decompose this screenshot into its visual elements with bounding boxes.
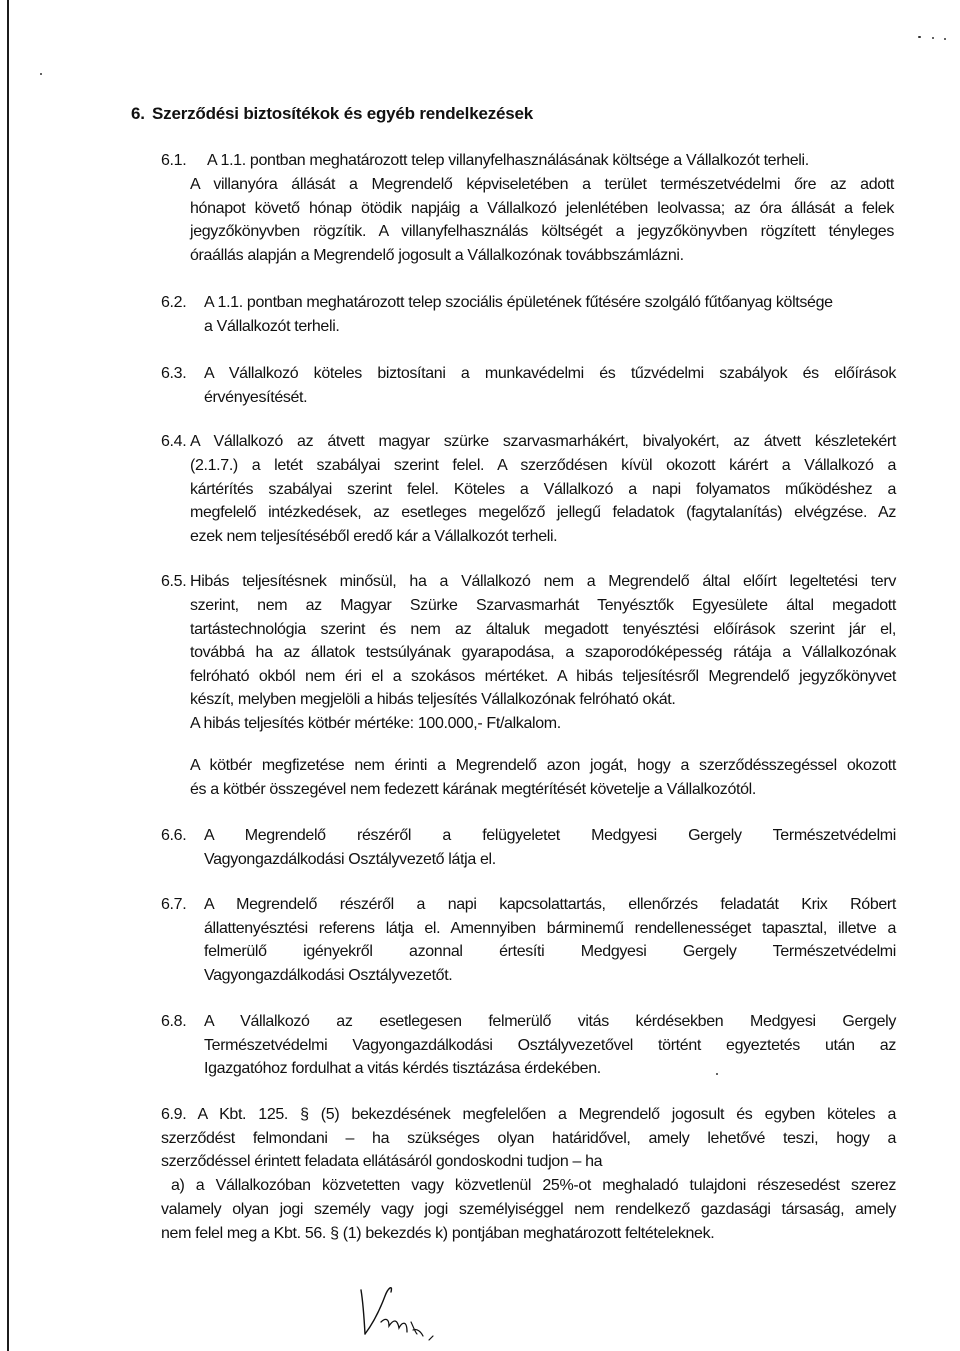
item-6-8-text: A Vállalkozó az esetlegesen felmerülő vitás kérdésekben Medgyesi Gergely Természetvédelmi Vagyongazdálkodási Osztályvezetővel történt egyeztetés után az Igazgatóhoz fordulhat a vitás kérdés tisztázása érdekében. bbox=[204, 1013, 896, 1077]
item-number-6-7: 6.7. bbox=[161, 896, 187, 913]
scan-speck bbox=[918, 36, 921, 38]
page-left-edge-line bbox=[7, 0, 9, 1351]
item-number-6-1: 6.1. bbox=[161, 152, 187, 169]
item-6-4-text: (2.1.7.) a letét szabályai szerint felel. A szerződésen kívül okozott kárért a Vállalkozó a kártérítés szabályai szerint felel. Köteles a Vállalkozó a napi folyamatos működéshez a megfelelő intézkedések, az esetleges megelőző jellegű feladatok (fagytalanítás) elvégzése. Az ezek nem teljesítéséből eredő kár a Vállalkozót terheli. bbox=[190, 457, 896, 545]
item-6-3-text: A Vállalkozó köteles biztosítani a munkavédelmi és tűzvédelmi szabályok és előírások érvényesítését. bbox=[204, 365, 896, 406]
section-heading bbox=[131, 104, 533, 124]
item-number-6-5: 6.5. bbox=[161, 573, 187, 590]
scan-speck bbox=[932, 37, 934, 39]
item-6-9-text: 6.9. A Kbt. 125. § (5) bekezdésének megfelelően a Megrendelő jogosult és egyben köteles a szerződést felmondani – ha szükséges olyan határidővel, amely lehetővé teszi, hogy a szerződéssel érintett feladata ellátásáról gondoskodni tudjon – ha bbox=[161, 1106, 896, 1170]
item-6-5-penalty-paragraph: A kötbér megfizetése nem érinti a Megrendelő azon jogát, hogy a szerződésszegéssel okozott és a kötbér összegével nem fedezett kárának megtérítését követelje a Vállalkozótól. bbox=[190, 757, 896, 798]
item-number-6-8: 6.8. bbox=[161, 1013, 187, 1030]
scan-speck bbox=[40, 73, 42, 75]
item-number-6-3: 6.3. bbox=[161, 365, 187, 382]
item-number-6-6: 6.6. bbox=[161, 827, 187, 844]
item-6-5-first-line: Hibás teljesítésnek minősül, ha a Vállalkozó nem a Megrendelő által előírt legeltetési terv bbox=[190, 573, 896, 590]
item-6-5-text: szerint, nem az Magyar Szürke Szarvasmarhát Tenyésztők Egyesülete által megadott tartástechnológia szerint és nem az általuk megadott tenyésztési előírások szerint jár el, továbbá ha az állatok testsúlyának gyarapodása, a szaporodóképesség rátája a Vállalkozónak felróható okból nem éri el a szokásos mértéket. A hibás teljesítésről Megrendelő jegyzőkönyvet készít, melyben megjelöli a hibás teljesítés Vállalkozónak felróható okát. A hibás teljesítés kötbér mértéke: 100.000,- Ft/alkalom. bbox=[190, 597, 896, 732]
item-6-7-text: A Megrendelő részéről a napi kapcsolattartás, ellenőrzés feladatát Krix Róbert állattenyésztési referens látja el. Amennyiben bárminemű rendellenességet tapasztal, illetve a felmerülő igényekről azonnal értesíti Medgyesi Gergely Természetvédelmi Vagyongazdálkodási Osztályvezetőt. bbox=[204, 896, 896, 984]
item-6-4-first-line: A Vállalkozó az átvett magyar szürke szarvasmarhákért, bivalyokért, az átvett készletekért bbox=[190, 433, 896, 450]
item-6-6-text: A Megrendelő részéről a felügyeletet Medgyesi Gergely Természetvédelmi Vagyongazdálkodási Osztályvezető látja el. bbox=[204, 827, 896, 868]
item-number-6-2: 6.2. bbox=[161, 294, 187, 311]
item-6-9-point-a: a) a Vállalkozóban közvetetten vagy közvetlenül 25%-ot meghaladó tulajdoni részesedést szerez bbox=[171, 1177, 896, 1194]
item-6-9-continuation: valamely olyan jogi személy vagy jogi személyiséggel nem rendelkező gazdasági társaság, amely nem felel meg a Kbt. 56. § (1) bekezdés k) pontjában meghatározott feltételeknek. bbox=[161, 1201, 896, 1242]
item-number-6-4: 6.4. bbox=[161, 433, 187, 450]
scan-speck bbox=[716, 1073, 718, 1075]
item-6-1-text: A villanyóra állását a Megrendelő képviseletében a terület természetvédelmi őre az adott hónapot követő hónap ötödik napjáig a Vállalkozó jelenlétében leolvassa; az óra állását a felek jegyzőkönyvben rögzítik. A villanyfelhasználás költségét a jegyzőkönyvben rögzített tényleges óraállás alapján a Megrendelő jogosult a Vállalkozónak továbbszámlázni. bbox=[190, 176, 894, 264]
scan-speck bbox=[944, 38, 946, 40]
section-title: Szerződési biztosítékok és egyéb rendelkezések bbox=[152, 104, 534, 123]
section-number: 6. bbox=[131, 104, 145, 123]
item-6-1-first-line: A 1.1. pontban meghatározott telep villanyfelhasználásának költsége a Vállalkozót terheli. bbox=[207, 152, 809, 169]
item-6-2-text: A 1.1. pontban meghatározott telep szociális épületének fűtésére szolgáló fűtőanyag költsége a Vállalkozót terheli. bbox=[204, 294, 833, 335]
handwritten-initials bbox=[355, 1282, 465, 1342]
